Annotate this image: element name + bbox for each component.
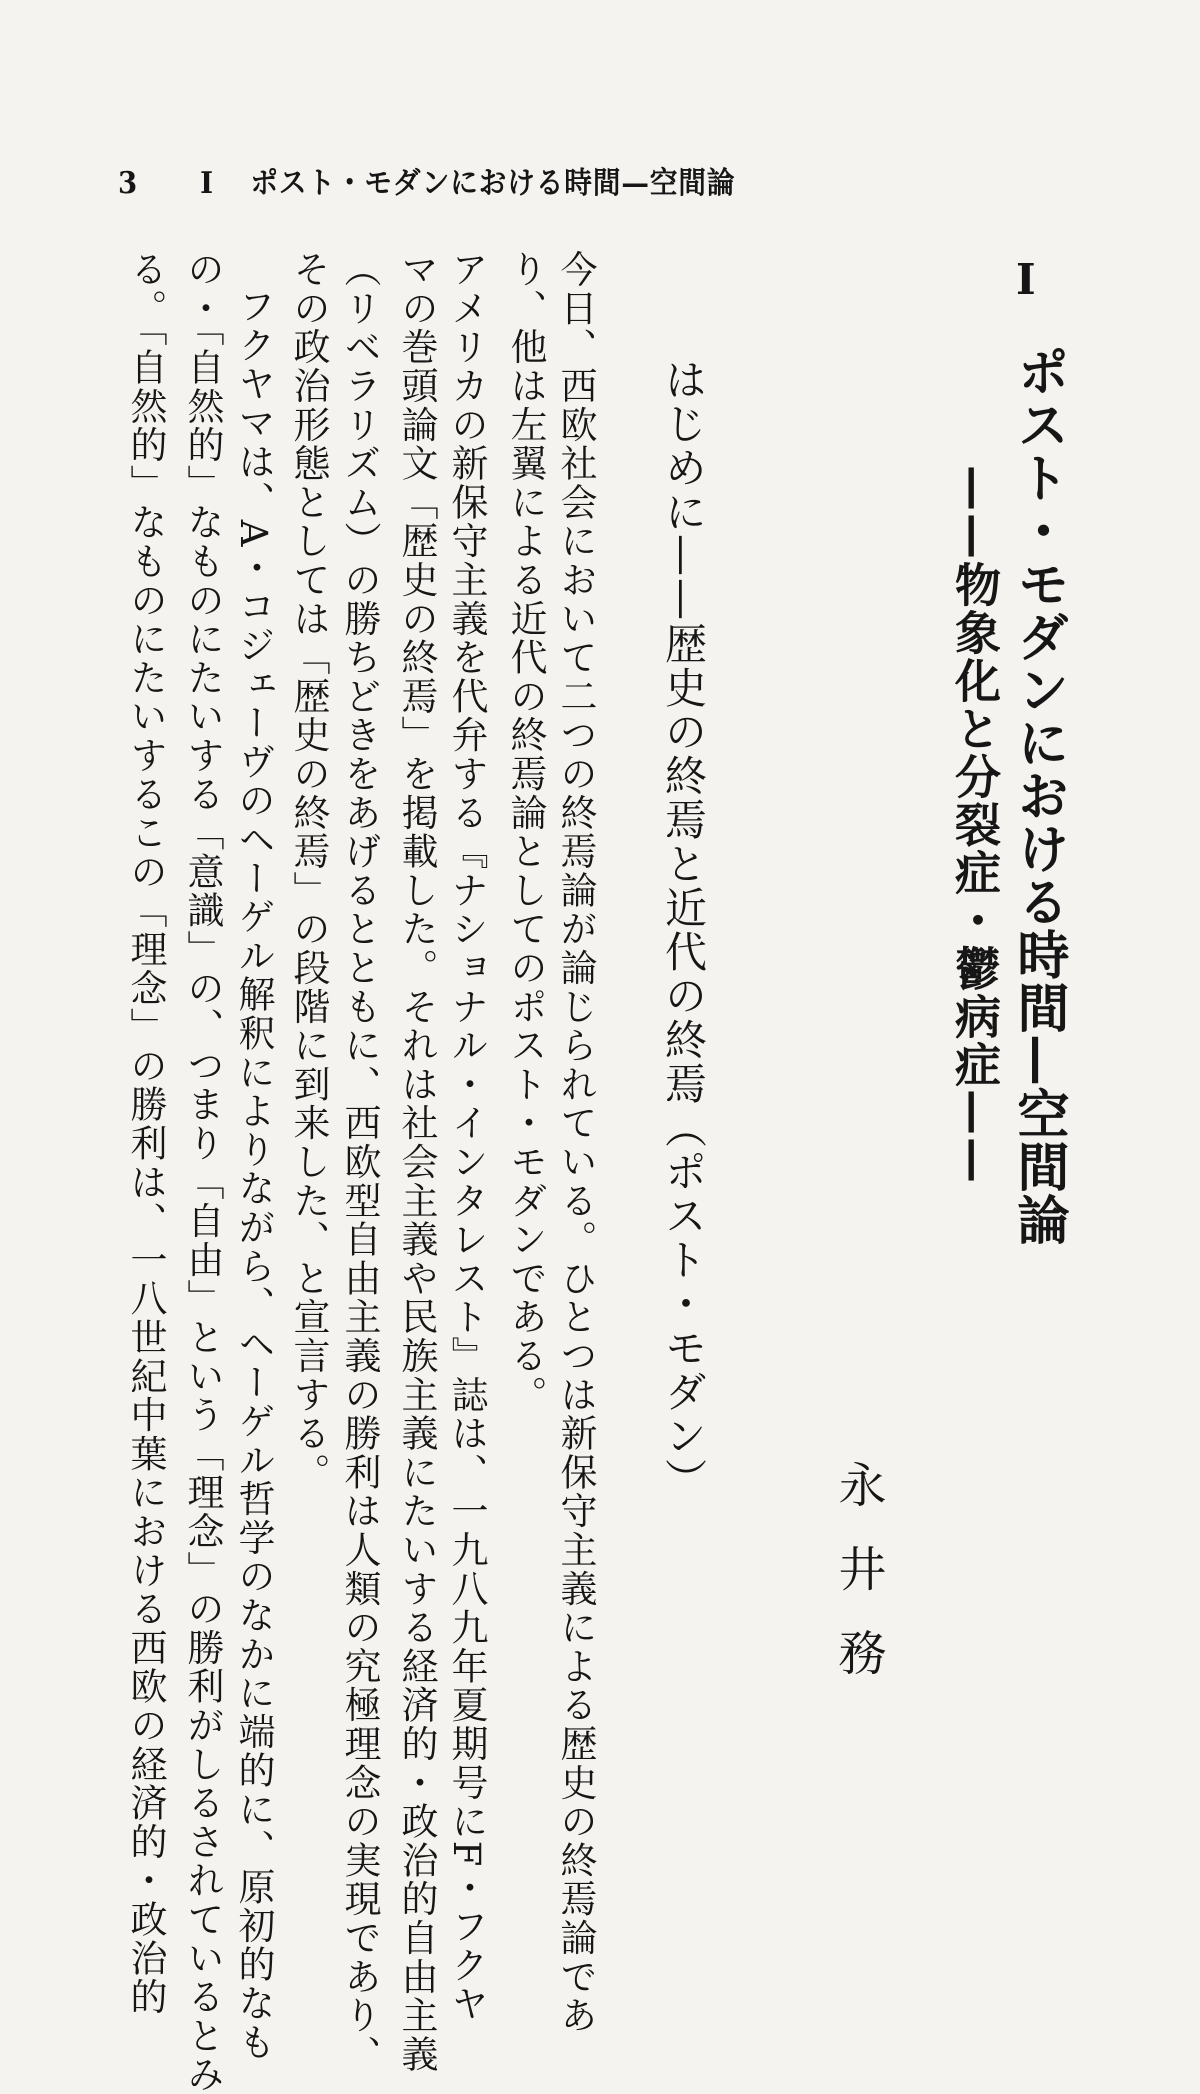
body-line: の・「自然的」なものにたいする「意識」の、つまり「自由」という「理念」の勝利がしるされているとみ [181, 250, 224, 2094]
body-line: フクヤマは、A・コジェーヴのヘーゲル解釈によりながら、ヘーゲル哲学のなかに端的に、原初的なも [232, 287, 275, 2062]
page-number: 3 [118, 166, 139, 201]
body-line: マの巻頭論文「歴史の終焉」を掲載した。それは社会主義や民族主義にたいする経済的・政治的自由主義 [395, 250, 438, 2074]
author-name: 永井務 [830, 1460, 886, 1712]
body-line: （リベラリズム）の勝ちどきをあげるとともに、西欧型自由主義の勝利は人類の究極理念の実現であり、 [338, 250, 381, 2074]
body-line: 今日、西欧社会において二つの終焉論が論じられている。ひとつは新保守主義による歴史の終焉論であ [554, 250, 597, 2035]
body-line: その政治形態としては「歴史の終焉」の段階に到来した、と宣言する。 [287, 250, 330, 1492]
section-heading: はじめに——歴史の終焉と近代の終焉（ポスト・モダン） [659, 358, 708, 1502]
body-line: アメリカの新保守主義を代弁する『ナショナル・インタレスト』誌は、一九八九年夏期号にF・フクヤ [445, 250, 488, 2024]
chapter-title: ポスト・モダンにおける時間—空間論 [1008, 345, 1069, 1246]
body-line: る。「自然的」なものにたいするこの「理念」の勝利は、一八世紀中葉における西欧の経済的・政治的 [124, 250, 167, 2017]
running-header [118, 158, 735, 202]
running-header-title: ポスト・モダンにおける時間—空間論 [250, 166, 736, 201]
running-header-chapter-numeral: I [200, 166, 215, 201]
chapter-numeral: I [1016, 255, 1036, 304]
chapter-subtitle: ——物象化と分裂症・鬱病症—— [948, 465, 1002, 1185]
body-line: り、他は左翼による近代の終焉論としてのポスト・モダンである。 [504, 250, 547, 1414]
